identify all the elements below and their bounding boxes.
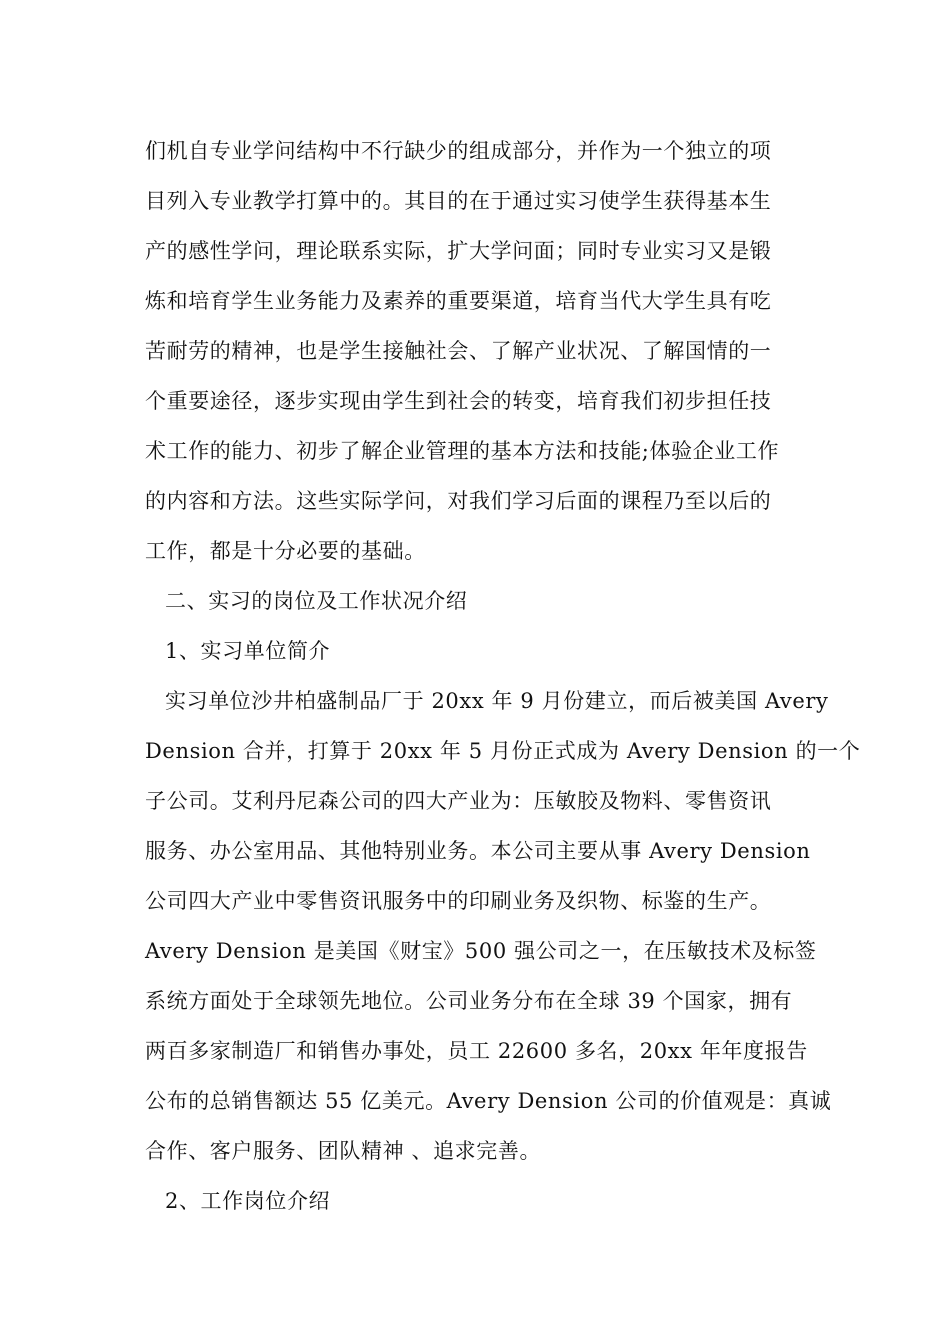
subsection-heading: 2、工作岗位介绍: [165, 1189, 331, 1213]
paragraph-line: 服务、办公室用品、其他特别业务。本公司主要从事 Avery Dension: [145, 839, 811, 863]
paragraph-line: 公布的总销售额达 55 亿美元。Avery Dension 公司的价值观是：真诚: [145, 1089, 832, 1113]
paragraph-line: 术工作的能力、初步了解企业管理的基本方法和技能;体验企业工作: [145, 439, 780, 463]
paragraph-line: 系统方面处于全球领先地位。公司业务分布在全球 39 个国家，拥有: [145, 989, 793, 1013]
paragraph-line: 公司四大产业中零售资讯服务中的印刷业务及织物、标鉴的生产。: [145, 889, 772, 913]
paragraph-line: 两百多家制造厂和销售办事处，员工 22600 多名，20xx 年年度报告: [145, 1039, 808, 1063]
paragraph-line: 苦耐劳的精神，也是学生接触社会、了解产业状况、了解国情的一: [145, 339, 772, 363]
section-heading: 二、实习的岗位及工作状况介绍: [165, 589, 468, 613]
paragraph-line: 工作，都是十分必要的基础。: [145, 539, 426, 563]
paragraph-line: 个重要途径，逐步实现由学生到社会的转变，培育我们初步担任技: [145, 389, 772, 413]
paragraph-line: 们机自专业学问结构中不行缺少的组成部分，并作为一个独立的项: [145, 139, 772, 163]
paragraph-line: 产的感性学问，理论联系实际，扩大学问面；同时专业实习又是锻: [145, 239, 772, 263]
paragraph-line: 的内容和方法。这些实际学问，对我们学习后面的课程乃至以后的: [145, 489, 772, 513]
paragraph-line: 子公司。艾利丹尼森公司的四大产业为：压敏胶及物料、零售资讯: [145, 789, 772, 813]
subsection-heading: 1、实习单位简介: [165, 639, 331, 663]
paragraph-line: 炼和培育学生业务能力及素养的重要渠道，培育当代大学生具有吃: [145, 289, 772, 313]
paragraph-line: 目列入专业教学打算中的。其目的在于通过实习使学生获得基本生: [145, 189, 772, 213]
paragraph-line: 合作、客户服务、团队精神 、追求完善。: [145, 1139, 542, 1163]
paragraph-line: Avery Dension 是美国《财宝》500 强公司之一，在压敏技术及标签: [145, 939, 817, 963]
paragraph-line: Dension 合并，打算于 20xx 年 5 月份正式成为 Avery Dension 的一个: [145, 739, 861, 763]
paragraph-line: 实习单位沙井柏盛制品厂于 20xx 年 9 月份建立，而后被美国 Avery: [165, 689, 829, 713]
